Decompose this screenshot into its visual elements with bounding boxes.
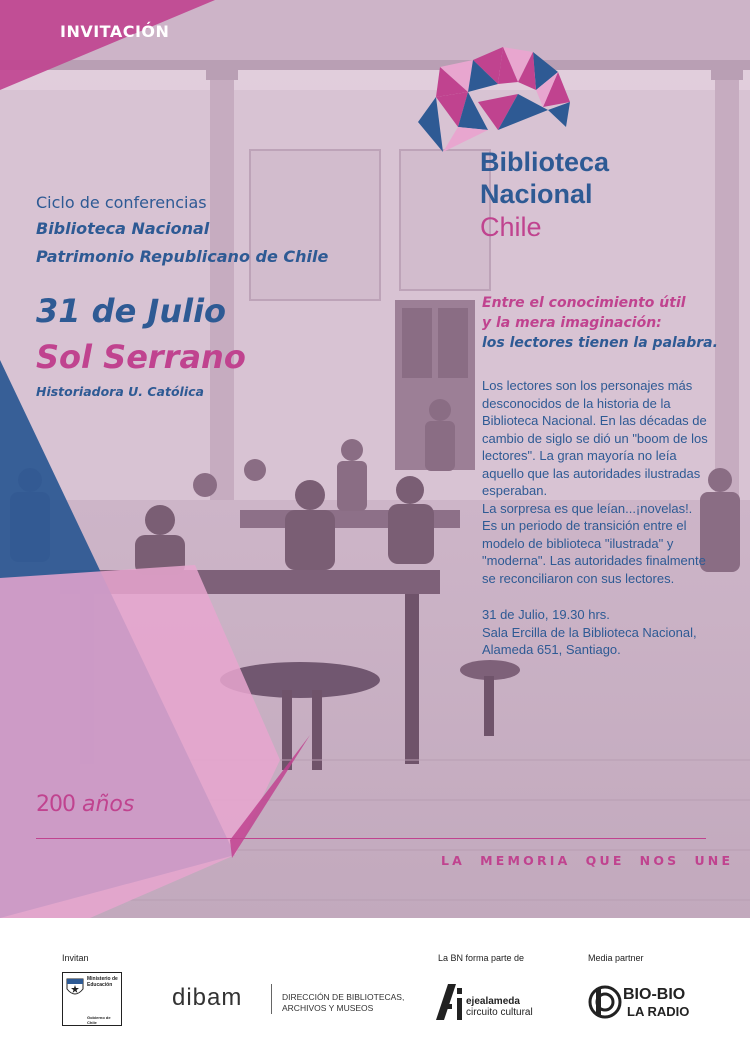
dibam-description xyxy=(282,992,404,1014)
talk-description xyxy=(482,377,740,587)
description-line: aquello que las autoridades ilustradas xyxy=(482,465,701,481)
invitan-label: Invitan xyxy=(62,953,89,963)
event-date: 31 de Julio xyxy=(36,292,227,330)
divider xyxy=(36,838,706,839)
government-label: Gobierno de Chile xyxy=(87,1015,111,1025)
event-details xyxy=(482,606,697,659)
ejealameda-name: ejealameda xyxy=(466,996,520,1007)
ejealameda-logo-icon xyxy=(434,982,466,1022)
event-time: 31 de Julio, 19.30 hrs. xyxy=(482,607,610,622)
series-title: Patrimonio Republicano de Chile xyxy=(36,247,329,266)
anniversary-logo xyxy=(36,792,134,817)
talk-title-line3: los lectores tienen la palabra. xyxy=(482,335,718,351)
biobio-radio-icon xyxy=(588,984,622,1020)
talk-title-line1: Entre el conocimiento útil xyxy=(482,295,686,311)
biblioteca-nacional-logo-icon xyxy=(418,42,570,154)
invitation-badge xyxy=(0,0,215,90)
description-line: cambio de siglo se dió un "boom de los xyxy=(482,430,708,446)
speaker-name: Sol Serrano xyxy=(36,338,246,376)
brand-name-line2: Nacional xyxy=(480,179,593,209)
biobio-name: BIO-BIO xyxy=(623,986,686,1003)
ministry-line1: Ministerio de xyxy=(87,976,118,982)
speaker-role: Historiadora U. Católica xyxy=(36,384,204,399)
description-line: esperaban. xyxy=(482,483,548,498)
event-venue: Sala Ercilla de la Biblioteca Nacional, xyxy=(482,624,697,640)
brand-name-line1: Biblioteca xyxy=(480,147,610,177)
ministry-line2: Educación xyxy=(87,982,113,988)
description-line: Es un periodo de transición entre el xyxy=(482,518,687,533)
series-label: Ciclo de conferencias xyxy=(36,193,207,212)
tagline: LA MEMORIA QUE NOS UNE xyxy=(441,853,734,868)
talk-title-line2: y la mera imaginación: xyxy=(482,315,662,331)
description-line: lectores". La gran mayoría no leía xyxy=(482,448,677,463)
media-partner-label: Media partner xyxy=(588,953,644,963)
biobio-sub: LA RADIO xyxy=(627,1004,690,1019)
ejealameda-text xyxy=(466,996,533,1018)
bn-part-label: La BN forma parte de xyxy=(438,953,525,963)
ministry-logo xyxy=(62,972,122,1026)
dibam-logo: dibam xyxy=(172,984,243,1011)
description-line: se reconciliaron con sus lectores. xyxy=(482,570,675,586)
dibam-separator xyxy=(271,984,272,1014)
dibam-desc-line2: ARCHIVOS Y MUSEOS xyxy=(282,1003,374,1013)
description-line: "moderna". Las autoridades finalmente xyxy=(482,553,706,568)
dibam-desc-line1: DIRECCIÓN DE BIBLIOTECAS, xyxy=(282,992,405,1002)
brand-country: Chile xyxy=(480,212,542,242)
description-line: La sorpresa es que leían...¡novelas!. xyxy=(482,500,693,516)
badge-label: INVITACIÓN xyxy=(60,22,170,41)
anniversary-word: años xyxy=(82,792,135,817)
anniversary-number: 200 xyxy=(36,792,75,817)
description-line: Biblioteca Nacional. En las décadas de xyxy=(482,413,707,428)
description-line: Los lectores son los personajes más xyxy=(482,378,693,393)
description-line: desconocidos de la historia de la xyxy=(482,395,671,411)
description-line: modelo de biblioteca "ilustrada" y xyxy=(482,535,674,551)
coat-of-arms-icon xyxy=(65,977,85,999)
ejealameda-sub: circuito cultural xyxy=(466,1007,533,1018)
event-address: Alameda 651, Santiago. xyxy=(482,642,621,657)
series-institution: Biblioteca Nacional xyxy=(36,219,210,238)
